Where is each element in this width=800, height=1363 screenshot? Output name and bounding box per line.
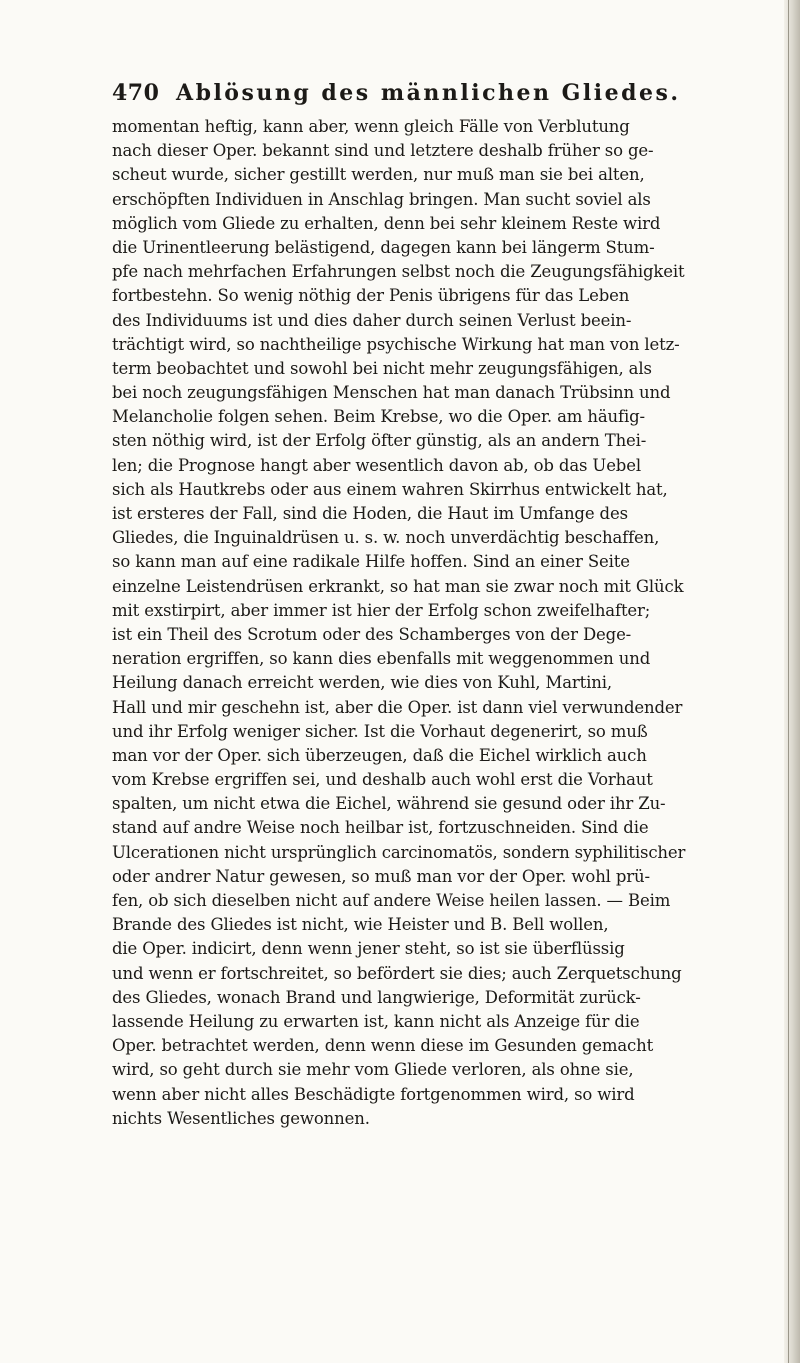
text-line: wenn aber nicht alles Beschädigte fortgenommen wird, so wird [112,1084,635,1104]
text-line: die Oper. indicirt, denn wenn jener steht, so ist sie überflüssig [112,939,625,959]
text-line: Brande des Gliedes ist nicht, wie Heister und B. Bell wollen, [112,915,609,935]
text-line: spalten, um nicht etwa die Eichel, während sie gesund oder ihr Zu- [112,794,666,814]
page-number: 470 [112,80,160,106]
text-line: die Urinentleerung belästigend, dagegen kann bei längerm Stum- [112,237,655,257]
text-line: vom Krebse ergriffen sei, und deshalb auch wohl erst die Vorhaut [112,770,653,790]
text-line: fen, ob sich dieselben nicht auf andere Weise heilen lassen. — Beim [112,891,671,910]
text-line: des Individuums ist und dies daher durch seinen Verlust beein- [112,310,632,330]
text-line: len; die Prognose hangt aber wesentlich davon ab, ob das Uebel [112,455,641,475]
body-text [112,115,780,1131]
text-line: oder andrer Natur gewesen, so muß man vor der Oper. wohl prü- [112,866,650,886]
page-edge-line [788,0,789,1363]
text-line: so kann man auf eine radikale Hilfe hoffen. Sind an einer Seite [112,552,630,572]
text-line: Ulcerationen nicht ursprünglich carcinomatös, sondern syphilitischer [112,842,686,862]
text-line: term beobachtet und sowohl bei nicht mehr zeugungsfähigen, als [112,358,652,378]
text-line: wird, so geht durch sie mehr vom Gliede verloren, als ohne sie, [112,1060,634,1080]
text-line: trächtigt wird, so nachtheilige psychische Wirkung hat man von letz- [112,334,680,354]
text-line: Heilung danach erreicht werden, wie dies von Kuhl, Martini, [112,673,612,693]
text-line: ist ein Theil des Scrotum oder des Schamberges von der Dege- [112,624,632,644]
page-edge-shadow [784,0,800,1363]
text-line: des Gliedes, wonach Brand und langwierige, Deformität zurück- [112,987,641,1007]
text-line: mit exstirpirt, aber immer ist hier der Erfolg schon zweifelhafter; [112,600,651,620]
text-line: und ihr Erfolg weniger sicher. Ist die Vorhaut degenerirt, so muß [112,721,648,741]
text-line: erschöpften Individuen in Anschlag bringen. Man sucht soviel als [112,189,651,209]
text-line: nach dieser Oper. bekannt sind und letztere deshalb früher so ge- [112,141,654,161]
page-header [112,80,702,114]
text-line: scheut wurde, sicher gestillt werden, nur muß man sie bei alten, [112,165,645,185]
text-line: einzelne Leistendrüsen erkrankt, so hat man sie zwar noch mit Glück [112,576,684,596]
text-line: ist ersteres der Fall, sind die Hoden, die Haut im Umfange des [112,504,628,523]
text-line: man vor der Oper. sich überzeugen, daß die Eichel wirklich auch [112,745,647,765]
text-line: momentan heftig, kann aber, wenn gleich Fälle von Verblutung [112,117,630,136]
text-line: lassende Heilung zu erwarten ist, kann nicht als Anzeige für die [112,1011,640,1031]
text-line: Gliedes, die Inguinaldrüsen u. s. w. noch unverdächtig beschaffen, [112,528,660,548]
text-line: pfe nach mehrfachen Erfahrungen selbst noch die Zeugungsfähigkeit [112,262,685,282]
text-line: fortbestehn. So wenig nöthig der Penis übrigens für das Leben [112,286,630,306]
text-line: möglich vom Gliede zu erhalten, denn bei sehr kleinem Reste wird [112,213,661,233]
text-line: neration ergriffen, so kann dies ebenfalls mit weggenommen und [112,649,651,669]
text-line: Oper. betrachtet werden, denn wenn diese im Gesunden gemacht [112,1036,654,1056]
text-line: Melancholie folgen sehen. Beim Krebse, wo die Oper. am häufig- [112,407,645,427]
text-line: bei noch zeugungsfähigen Menschen hat man danach Trübsinn und [112,383,671,403]
text-line: Hall und mir geschehn ist, aber die Oper. ist dann viel verwundender [112,697,683,717]
running-head: Ablösung des männlichen Gliedes. [176,80,681,106]
text-line: stand auf andre Weise noch heilbar ist, fortzuschneiden. Sind die [112,818,649,838]
text-line: sich als Hautkrebs oder aus einem wahren Skirrhus entwickelt hat, [112,479,668,499]
text-line: und wenn er fortschreitet, so befördert sie dies; auch Zerquetschung [112,963,682,983]
text-line: sten nöthig wird, ist der Erfolg öfter günstig, als an andern Thei- [112,431,647,451]
text-line: nichts Wesentliches gewonnen. [112,1108,370,1128]
